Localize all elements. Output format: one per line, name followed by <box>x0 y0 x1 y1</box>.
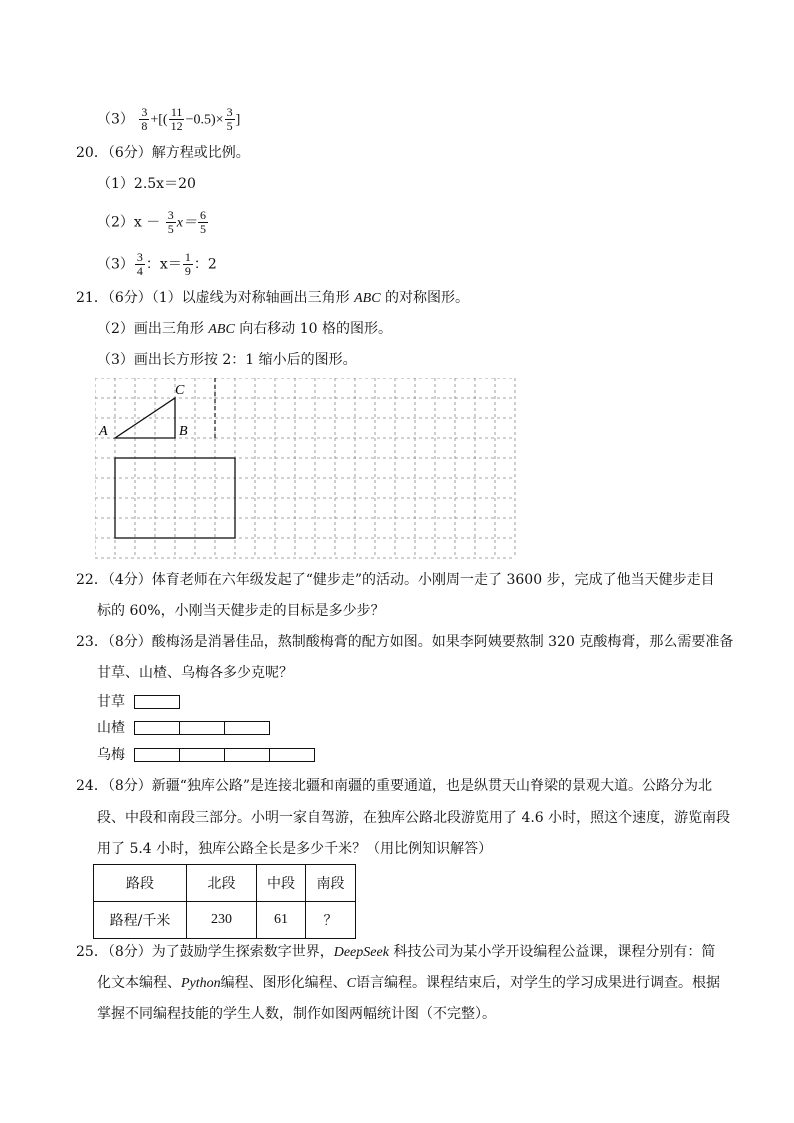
q25-line2: 化文本编程、Python编程、图形化编程、C语言编程。课程结束后，对学生的学习成果进行调查。根据 <box>97 975 720 991</box>
recipe-row-wumei: 乌梅 <box>97 745 315 765</box>
q20-sub1: （1）2.5x＝20 <box>97 176 196 192</box>
recipe-row-shanzha: 山楂 <box>97 718 270 738</box>
bar-unit <box>134 721 180 735</box>
q22-line1: 22．（4分）体育老师在六年级发起了“健步走”的活动。小刚周一走了 3600 步，完成了他当天健步走目 <box>76 572 715 588</box>
table-header: 中段 <box>257 865 306 902</box>
bar-unit <box>134 695 180 709</box>
road-distance-table <box>93 864 356 939</box>
q19-sub3: （3） $\frac{3}{8}$ +[( $\frac{11}{12}$ −0.5)× $\frac{3}{5}$ ] <box>97 105 241 133</box>
bar-unit <box>225 748 270 762</box>
table-cell: ？ <box>306 902 356 939</box>
q23-line2: 甘草、山楂、乌梅各多少克呢？ <box>97 665 293 681</box>
q23-line1: 23．（8分）酸梅汤是消暑佳品，熬制酸梅膏的配方如图。如果李阿姨要熬制 320 克酸梅膏，那么需要准备 <box>76 634 734 650</box>
table-row <box>94 865 356 902</box>
q20-title: 20．（6分）解方程或比例。 <box>76 145 250 161</box>
table-row <box>94 902 356 939</box>
label-b: B <box>179 424 188 439</box>
fraction: $\frac{3}{5}$ <box>226 105 233 133</box>
table-cell: 路程/千米 <box>94 902 187 939</box>
label-a: A <box>99 424 108 439</box>
q25-line3: 掌握不同编程技能的学生人数，制作如图两幅统计图（不完整）。 <box>97 1006 496 1022</box>
fraction: $\frac{3}{8}$ <box>141 105 148 133</box>
q21-title: 21．（6分）（1）以虚线为对称轴画出三角形 ABC 的对称图形。 <box>76 290 469 306</box>
fraction: $\frac{1}{9}$ <box>184 250 191 278</box>
dashed-grid <box>95 378 515 558</box>
q24-line1: 24．（8分）新疆“独库公路”是连接北疆和南疆的重要通道，也是纵贯天山脊梁的景观大道。公路分为北 <box>76 778 713 794</box>
label-c: C <box>175 383 185 398</box>
recipe-row-gancao: 甘草 <box>97 692 180 712</box>
bar-unit <box>270 748 315 762</box>
q24-line2: 段、中段和南段三部分。小明一家自驾游，在独库公路北段游览用了 4.6 小时，照这个速度，游览南段 <box>97 810 731 826</box>
fraction: $\frac{11}{12}$ <box>170 105 183 133</box>
q20-sub3: （3） $\frac{3}{4}$ ：x＝ $\frac{1}{9}$ ：2 <box>97 250 217 278</box>
q25-line1: 25．（8分）为了鼓励学生探索数字世界，DeepSeek 科技公司为某小学开设编程公益课，课程分别有：简 <box>76 944 716 960</box>
fraction: $\frac{3}{5}$ <box>167 208 174 236</box>
table-header: 北段 <box>187 865 257 902</box>
table-header: 南段 <box>306 865 356 902</box>
bar-unit <box>134 748 180 762</box>
bar-unit <box>180 721 225 735</box>
bar-unit <box>225 721 270 735</box>
q22-line2: 标的 60%，小刚当天健步走的目标是多少步？ <box>97 603 385 619</box>
triangle-abc <box>115 398 175 438</box>
table-cell: 230 <box>187 902 257 939</box>
q21-grid-figure <box>95 378 517 560</box>
q20-sub2: （2）x － $\frac{3}{5}$ x＝ $\frac{6}{5}$ <box>97 208 206 236</box>
bar-unit <box>180 748 225 762</box>
q24-line3: 用了 5.4 小时，独库公路全长是多少千米？（用比例知识解答） <box>97 841 493 857</box>
table-header: 路段 <box>94 865 187 902</box>
q21-sub2: （2）画出三角形 ABC 向右移动 10 格的图形。 <box>97 321 392 337</box>
table-cell: 61 <box>257 902 306 939</box>
q21-sub3: （3）画出长方形按 2：1 缩小后的图形。 <box>97 352 357 368</box>
fraction: $\frac{3}{4}$ <box>136 250 143 278</box>
fraction: $\frac{6}{5}$ <box>199 208 206 236</box>
